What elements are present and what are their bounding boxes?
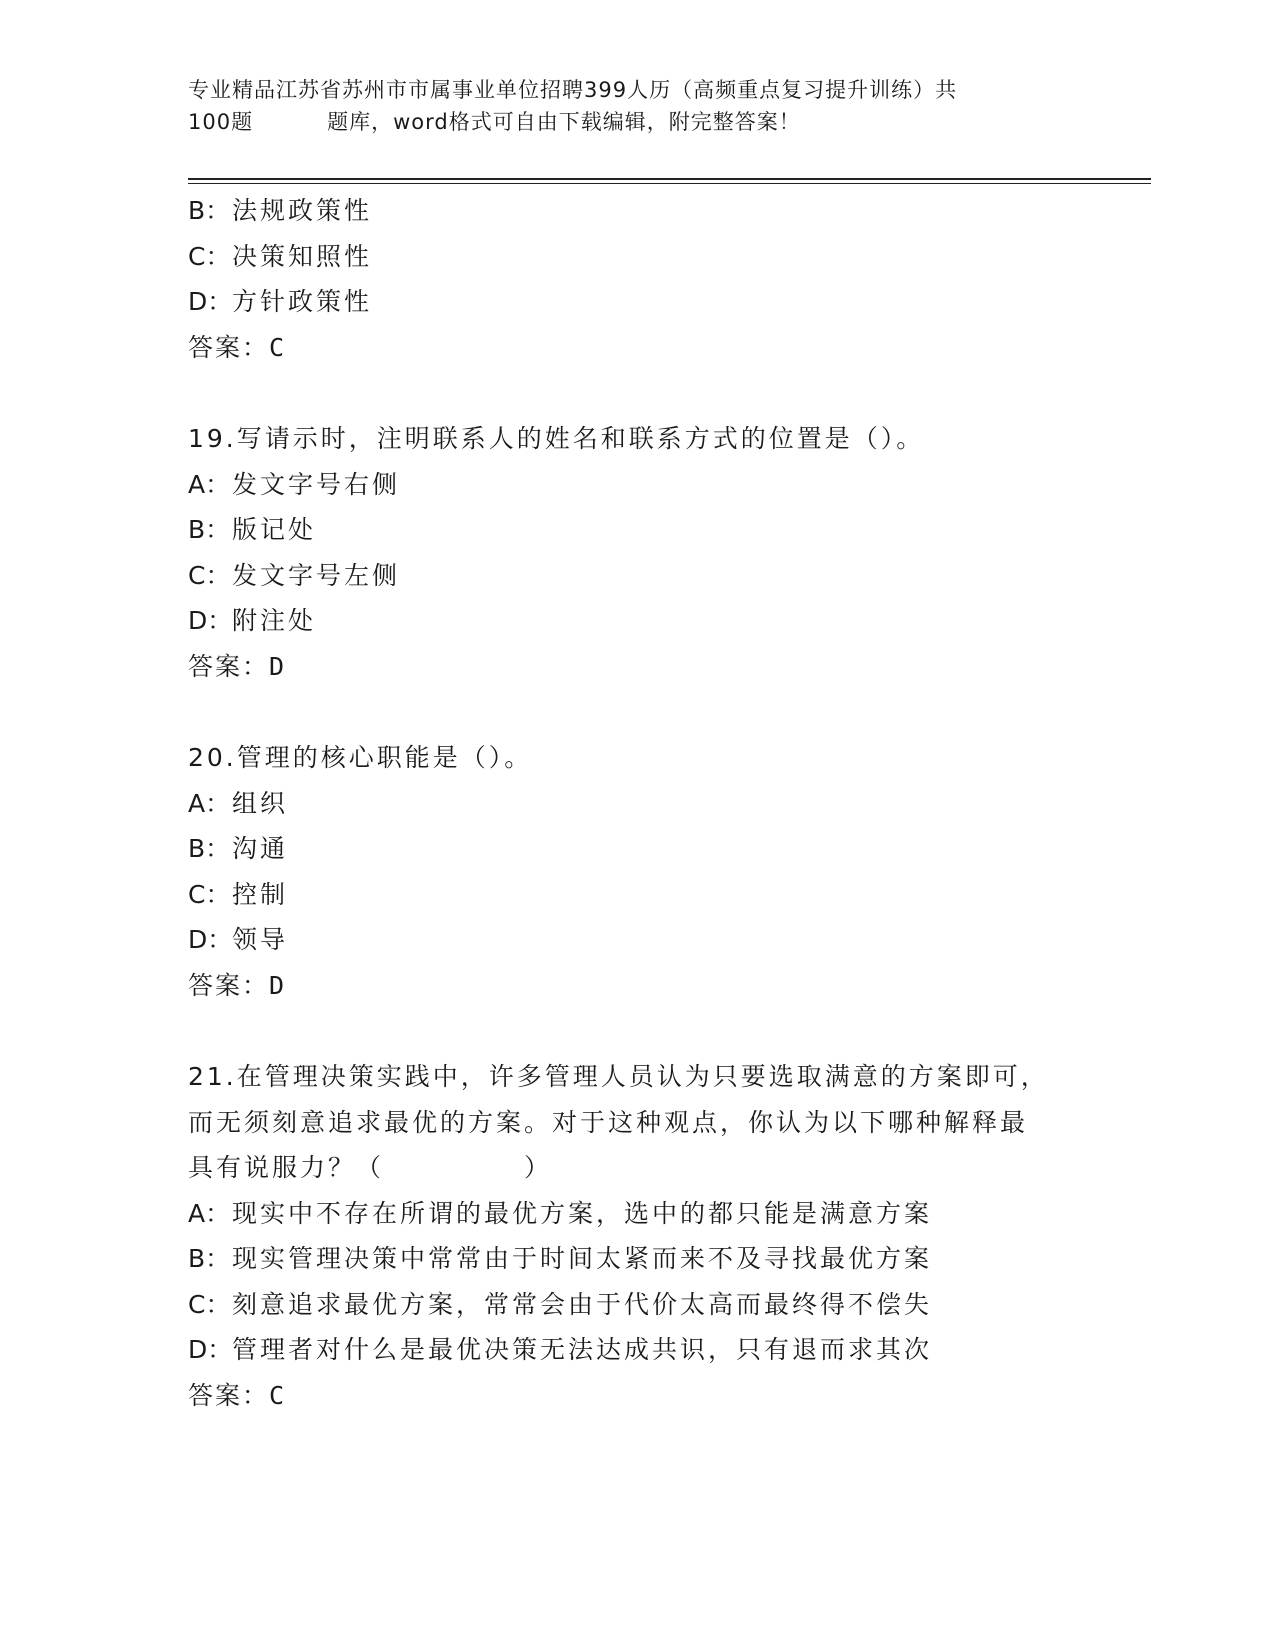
option-c xyxy=(188,1282,1088,1328)
option-c xyxy=(188,872,1088,918)
option-key: B： xyxy=(188,1244,231,1273)
option-key: B： xyxy=(188,196,231,225)
option-d xyxy=(188,917,1088,963)
option-key: D： xyxy=(188,925,233,954)
option-key: C： xyxy=(188,1289,231,1319)
question-text-line-1: 21.在管理决策实践中，许多管理人员认为只要选取满意的方案即可， xyxy=(188,1062,1049,1091)
option-key: D： xyxy=(188,606,233,635)
option-key: B： xyxy=(188,515,231,544)
option-key: D： xyxy=(188,287,233,316)
answer-label: 答案： xyxy=(188,332,270,362)
option-d xyxy=(188,1327,1088,1373)
question-list xyxy=(188,188,1088,1418)
option-c xyxy=(188,234,1088,280)
answer-line xyxy=(188,1373,1088,1419)
header-line-1: 专业精品江苏省苏州市市属事业单位招聘399人历（高频重点复习提升训练）共 xyxy=(188,78,958,102)
option-text: 控制 xyxy=(232,879,289,909)
option-text: 现实管理决策中常常由于时间太紧而来不及寻找最优方案 xyxy=(232,1244,933,1273)
option-text: 发文字号左侧 xyxy=(232,560,401,590)
question-19 xyxy=(188,416,1088,689)
answer-value: D xyxy=(269,970,287,1000)
option-b xyxy=(188,826,1088,872)
option-text: 刻意追求最优方案，常常会由于代价太高而最终得不偿失 xyxy=(232,1289,933,1319)
option-text: 方针政策性 xyxy=(232,287,373,316)
option-text: 发文字号右侧 xyxy=(232,469,401,499)
question-text: 19.写请示时，注明联系人的姓名和联系方式的位置是（）。 xyxy=(188,424,925,453)
answer-value: C xyxy=(269,1380,287,1410)
header-divider-thin xyxy=(188,183,1151,184)
header-line-2-end: 题库，word格式可自由下载编辑，附完整答案！ xyxy=(327,110,801,134)
option-key: B： xyxy=(188,834,231,863)
header-line-2 xyxy=(188,106,1088,138)
option-key: D： xyxy=(188,1335,233,1364)
option-key: C： xyxy=(188,879,231,909)
answer-label: 答案： xyxy=(188,970,270,1000)
option-a xyxy=(188,781,1088,827)
option-key: A： xyxy=(188,469,231,499)
option-text: 法规政策性 xyxy=(232,196,373,225)
option-text: 管理者对什么是最优决策无法达成共识，只有退而求其次 xyxy=(232,1335,933,1364)
option-key: A： xyxy=(188,1198,231,1228)
answer-value: C xyxy=(269,332,287,362)
option-key: C： xyxy=(188,241,231,271)
option-c xyxy=(188,553,1088,599)
document-header xyxy=(188,74,1088,138)
option-text: 组织 xyxy=(232,788,289,818)
option-b xyxy=(188,188,1088,234)
option-key: A： xyxy=(188,788,231,818)
option-d xyxy=(188,598,1088,644)
option-b xyxy=(188,1236,1088,1282)
header-divider-thick xyxy=(188,178,1151,180)
answer-label: 答案： xyxy=(188,651,270,681)
option-text: 版记处 xyxy=(232,515,317,544)
option-a xyxy=(188,462,1088,508)
answer-line xyxy=(188,644,1088,690)
option-text: 领导 xyxy=(232,925,289,954)
answer-line xyxy=(188,963,1088,1009)
option-text: 沟通 xyxy=(232,834,289,863)
question-20 xyxy=(188,735,1088,1008)
option-text: 附注处 xyxy=(232,606,317,635)
header-line-2-start: 100题 xyxy=(188,110,254,134)
option-text: 决策知照性 xyxy=(232,241,373,271)
answer-line xyxy=(188,325,1088,371)
question-text: 20.管理的核心职能是（）。 xyxy=(188,743,533,772)
question-18-partial xyxy=(188,188,1088,370)
question-text-line-3: 具有说服力？（ ） xyxy=(188,1153,553,1182)
option-d xyxy=(188,279,1088,325)
option-a xyxy=(188,1191,1088,1237)
option-key: C： xyxy=(188,560,231,590)
question-text-line-2: 而无须刻意追求最优的方案。对于这种观点，你认为以下哪种解释最 xyxy=(188,1107,1029,1137)
option-text: 现实中不存在所谓的最优方案，选中的都只能是满意方案 xyxy=(232,1198,933,1228)
option-b xyxy=(188,507,1088,553)
answer-value: D xyxy=(269,651,287,681)
answer-label: 答案： xyxy=(188,1380,270,1410)
question-21 xyxy=(188,1054,1088,1418)
